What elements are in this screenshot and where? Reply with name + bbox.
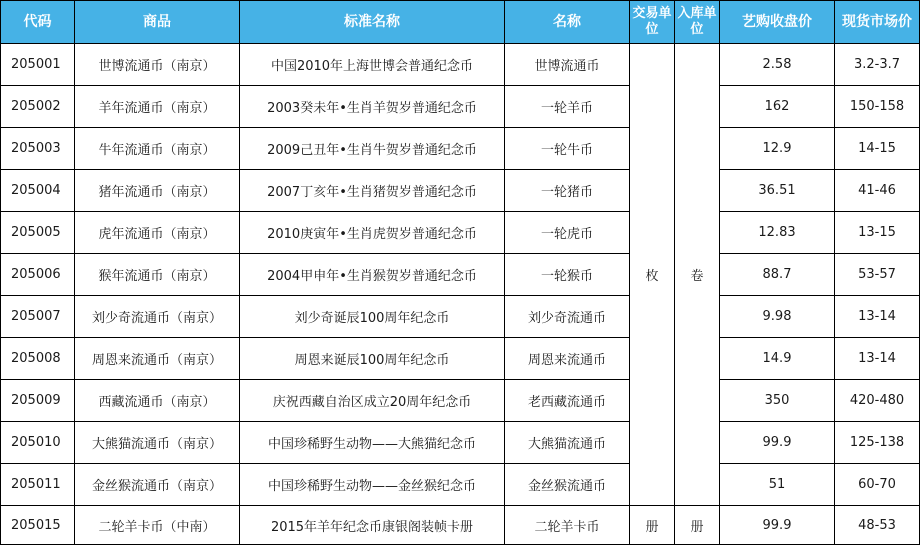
cell-code: 205004 [1, 170, 75, 212]
cell-standard-name: 2015年羊年纪念币康银阁装帧卡册 [240, 506, 505, 545]
cell-standard-name: 2010庚寅年•生肖虎贺岁普通纪念币 [240, 212, 505, 254]
header-storage-unit: 入库单位 [675, 1, 720, 44]
cell-product: 金丝猴流通币（南京） [75, 464, 240, 506]
cell-spot-price: 41-46 [835, 170, 920, 212]
cell-standard-name: 2004甲申年•生肖猴贺岁普通纪念币 [240, 254, 505, 296]
cell-yigou-price: 36.51 [720, 170, 835, 212]
cell-spot-price: 150-158 [835, 86, 920, 128]
cell-yigou-price: 14.9 [720, 338, 835, 380]
cell-spot-price: 125-138 [835, 422, 920, 464]
header-name: 名称 [505, 1, 630, 44]
cell-product: 虎年流通币（南京） [75, 212, 240, 254]
header-spot-price: 现货市场价 [835, 1, 920, 44]
header-row [1, 1, 920, 44]
cell-standard-name: 刘少奇诞辰100周年纪念币 [240, 296, 505, 338]
cell-code: 205005 [1, 212, 75, 254]
cell-product: 世博流通币（南京） [75, 44, 240, 86]
cell-product: 西藏流通币（南京） [75, 380, 240, 422]
cell-product: 牛年流通币（南京） [75, 128, 240, 170]
cell-name: 一轮牛币 [505, 128, 630, 170]
table-row [1, 254, 920, 296]
cell-spot-price: 420-480 [835, 380, 920, 422]
table-row [1, 128, 920, 170]
cell-product: 刘少奇流通币（南京） [75, 296, 240, 338]
cell-trade-unit-merged: 枚 [630, 44, 675, 506]
cell-yigou-price: 99.9 [720, 422, 835, 464]
table-row [1, 380, 920, 422]
cell-yigou-price: 350 [720, 380, 835, 422]
table-row [1, 464, 920, 506]
cell-name: 大熊猫流通币 [505, 422, 630, 464]
cell-code: 205006 [1, 254, 75, 296]
cell-spot-price: 14-15 [835, 128, 920, 170]
cell-name: 刘少奇流通币 [505, 296, 630, 338]
cell-spot-price: 53-57 [835, 254, 920, 296]
cell-product: 猴年流通币（南京） [75, 254, 240, 296]
cell-name: 一轮猴币 [505, 254, 630, 296]
table-row [1, 212, 920, 254]
cell-product: 二轮羊卡币（中南） [75, 506, 240, 545]
cell-yigou-price: 12.9 [720, 128, 835, 170]
cell-product: 羊年流通币（南京） [75, 86, 240, 128]
cell-code: 205015 [1, 506, 75, 545]
table-row [1, 338, 920, 380]
cell-yigou-price: 88.7 [720, 254, 835, 296]
cell-spot-price: 48-53 [835, 506, 920, 545]
cell-product: 猪年流通币（南京） [75, 170, 240, 212]
cell-code: 205003 [1, 128, 75, 170]
table-row [1, 296, 920, 338]
cell-yigou-price: 9.98 [720, 296, 835, 338]
table-row [1, 170, 920, 212]
header-product: 商品 [75, 1, 240, 44]
cell-trade-unit: 册 [630, 506, 675, 545]
table-row [1, 44, 920, 86]
cell-name: 一轮羊币 [505, 86, 630, 128]
cell-code: 205008 [1, 338, 75, 380]
cell-yigou-price: 51 [720, 464, 835, 506]
cell-name: 二轮羊卡币 [505, 506, 630, 545]
cell-spot-price: 13-14 [835, 338, 920, 380]
cell-standard-name: 2007丁亥年•生肖猪贺岁普通纪念币 [240, 170, 505, 212]
table-row [1, 506, 920, 545]
cell-code: 205011 [1, 464, 75, 506]
cell-yigou-price: 99.9 [720, 506, 835, 545]
cell-name: 周恩来流通币 [505, 338, 630, 380]
table-row [1, 422, 920, 464]
cell-spot-price: 3.2-3.7 [835, 44, 920, 86]
cell-product: 周恩来流通币（南京） [75, 338, 240, 380]
cell-code: 205010 [1, 422, 75, 464]
cell-standard-name: 2009己丑年•生肖牛贺岁普通纪念币 [240, 128, 505, 170]
cell-standard-name: 2003癸未年•生肖羊贺岁普通纪念币 [240, 86, 505, 128]
cell-standard-name: 中国珍稀野生动物——金丝猴纪念币 [240, 464, 505, 506]
cell-standard-name: 中国珍稀野生动物——大熊猫纪念币 [240, 422, 505, 464]
table-row [1, 86, 920, 128]
cell-name: 一轮虎币 [505, 212, 630, 254]
cell-code: 205009 [1, 380, 75, 422]
cell-storage-unit-merged: 卷 [675, 44, 720, 506]
cell-yigou-price: 2.58 [720, 44, 835, 86]
cell-spot-price: 60-70 [835, 464, 920, 506]
cell-name: 一轮猪币 [505, 170, 630, 212]
cell-spot-price: 13-14 [835, 296, 920, 338]
cell-storage-unit: 册 [675, 506, 720, 545]
cell-standard-name: 庆祝西藏自治区成立20周年纪念币 [240, 380, 505, 422]
header-trade-unit: 交易单位 [630, 1, 675, 44]
cell-code: 205002 [1, 86, 75, 128]
cell-standard-name: 周恩来诞辰100周年纪念币 [240, 338, 505, 380]
cell-code: 205001 [1, 44, 75, 86]
cell-product: 大熊猫流通币（南京） [75, 422, 240, 464]
cell-name: 金丝猴流通币 [505, 464, 630, 506]
cell-yigou-price: 12.83 [720, 212, 835, 254]
cell-yigou-price: 162 [720, 86, 835, 128]
header-code: 代码 [1, 1, 75, 44]
cell-spot-price: 13-15 [835, 212, 920, 254]
cell-standard-name: 中国2010年上海世博会普通纪念币 [240, 44, 505, 86]
cell-name: 老西藏流通币 [505, 380, 630, 422]
header-standard-name: 标准名称 [240, 1, 505, 44]
cell-code: 205007 [1, 296, 75, 338]
cell-name: 世博流通币 [505, 44, 630, 86]
header-yigou-price: 艺购收盘价 [720, 1, 835, 44]
